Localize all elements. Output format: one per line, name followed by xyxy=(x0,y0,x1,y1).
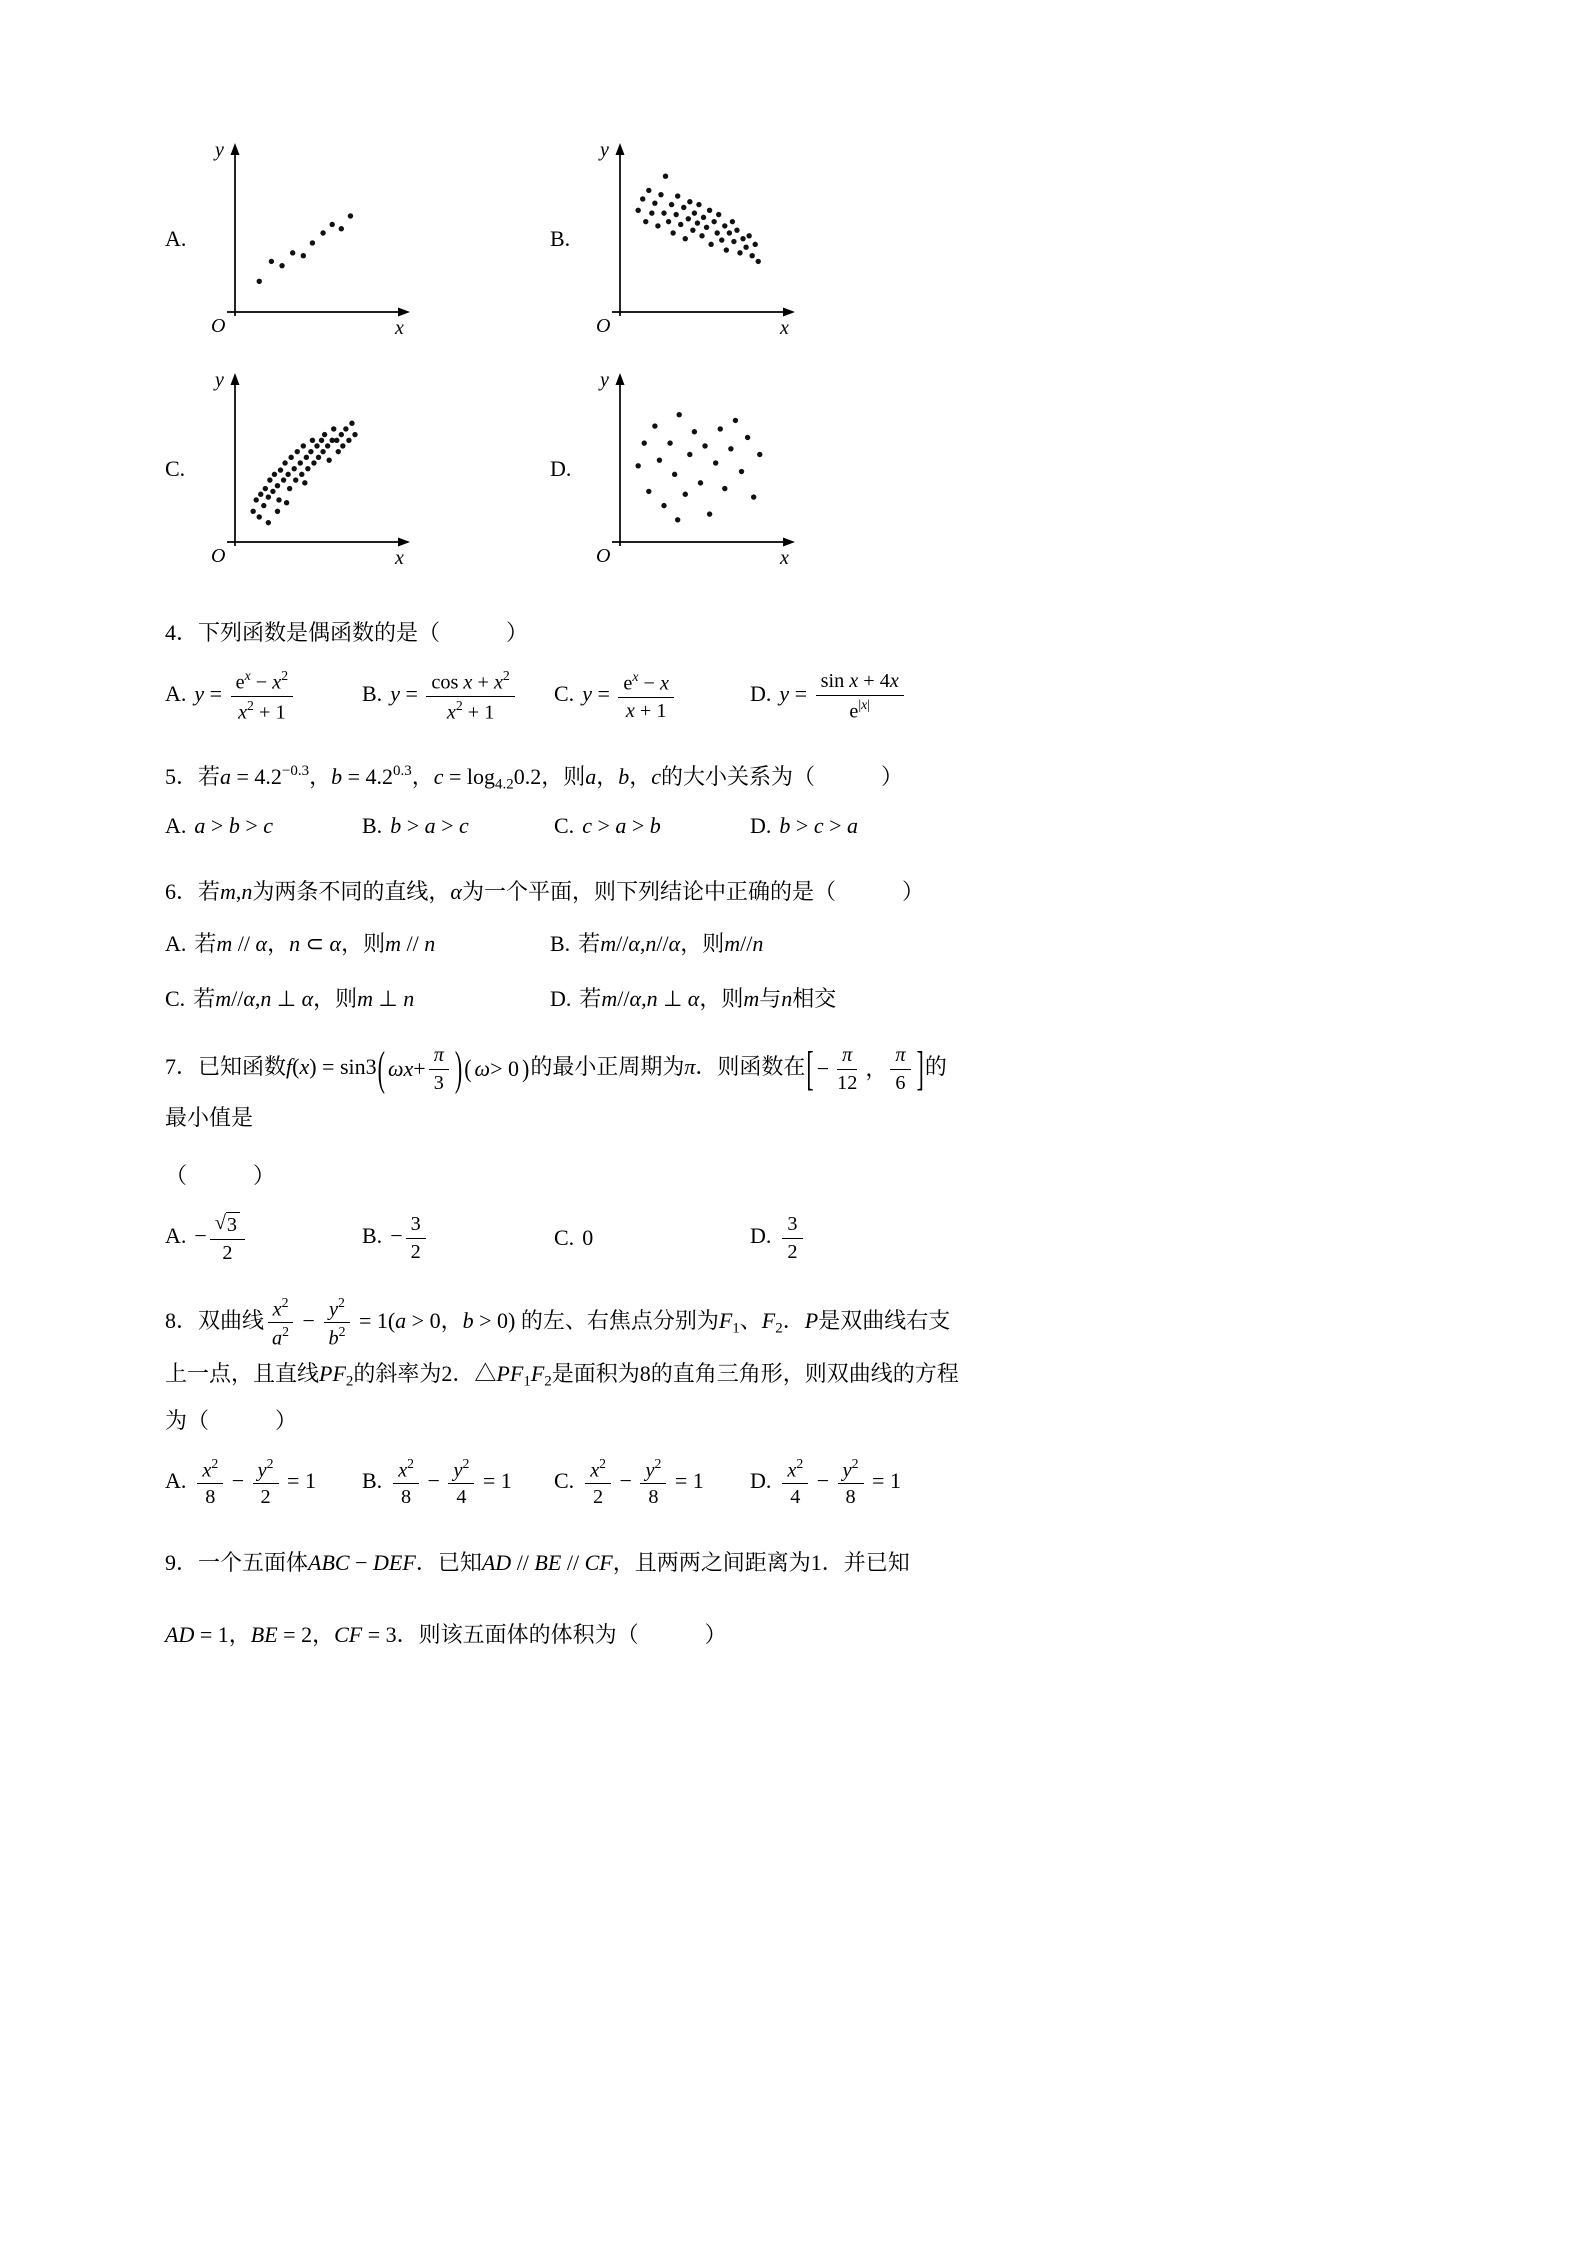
scatter-point xyxy=(722,486,727,491)
scatter-point xyxy=(687,452,692,457)
question-5-options xyxy=(165,813,960,839)
y-axis-label: y xyxy=(600,369,609,391)
scatter-point xyxy=(635,208,640,213)
scatter-point xyxy=(753,242,758,247)
scatter-point xyxy=(334,438,339,443)
scatter-point xyxy=(667,440,672,445)
y-axis-arrow-icon xyxy=(231,373,240,385)
scatter-point xyxy=(646,489,651,494)
scatter-plot-d-canvas xyxy=(590,368,796,570)
option-label: C. xyxy=(554,1225,575,1251)
x-axis-label: x xyxy=(780,317,789,339)
question-6-options xyxy=(165,927,960,1013)
question-4-option-c xyxy=(554,669,750,723)
question-4-option-b xyxy=(362,668,554,724)
option-label: A. xyxy=(165,813,187,839)
option-label: A. xyxy=(165,1223,187,1249)
y-axis-label: y xyxy=(600,139,609,161)
origin-label: O xyxy=(596,315,611,337)
question-4-stem: 4．下列函数是偶函数的是（ ） xyxy=(165,620,529,645)
scatter-point xyxy=(695,220,700,225)
scatter-point xyxy=(737,250,742,255)
scatter-point xyxy=(299,472,304,477)
question-7-option-c xyxy=(554,1225,750,1251)
option-formula: y = $\frac{e^x - x}{x + 1}$ xyxy=(582,681,677,706)
scatter-point xyxy=(301,443,306,448)
option-formula: 若m//α,n ⊥ α，则m ⊥ n xyxy=(193,986,415,1012)
scatter-point xyxy=(322,432,327,437)
scatter-plot-c-canvas xyxy=(205,368,411,570)
question-9-stem-line2: AD = 1，BE = 2，CF = 3．则该五面体的体积为（ ） xyxy=(165,1621,727,1647)
scatter-point xyxy=(718,426,723,431)
option-formula: $\frac{3}{2}$ xyxy=(779,1223,805,1248)
scatter-point xyxy=(701,215,706,220)
scatter-point xyxy=(305,466,310,471)
scatter-point xyxy=(733,418,738,423)
question-9 xyxy=(165,1540,960,1658)
option-label: C. xyxy=(165,986,186,1012)
scatter-point xyxy=(643,219,648,224)
scatter-point xyxy=(292,466,297,471)
scatter-point xyxy=(314,443,319,448)
scatter-point xyxy=(646,188,651,193)
question-8 xyxy=(165,1295,960,1510)
question-7-option-d xyxy=(750,1212,960,1264)
scatter-point xyxy=(677,412,682,417)
scatter-point xyxy=(298,460,303,465)
scatter-point xyxy=(266,494,271,499)
scatter-point xyxy=(635,463,640,468)
scatter-point xyxy=(339,226,344,231)
scatter-point xyxy=(263,486,268,491)
scatter-point xyxy=(640,196,645,201)
option-label: B. xyxy=(362,813,383,839)
scatter-point xyxy=(288,455,293,460)
scatter-point xyxy=(326,457,331,462)
option-formula: 若m//α,n ⊥ α，则m与n相交 xyxy=(579,986,837,1012)
scatter-point xyxy=(719,237,724,242)
scatter-point xyxy=(250,509,255,514)
question-8-option-b xyxy=(362,1456,554,1510)
option-label: D. xyxy=(750,681,772,707)
y-axis-arrow-icon xyxy=(616,373,625,385)
scatter-point xyxy=(698,480,703,485)
scatter-point xyxy=(325,443,330,448)
option-label: A. xyxy=(165,1467,187,1493)
scatter-point xyxy=(320,449,325,454)
scatter-point xyxy=(751,494,756,499)
option-label: C. xyxy=(554,1467,575,1493)
question-4 xyxy=(165,610,960,724)
question-8-stem: 8．双曲线 $\frac{x^2}{a^2}$ − $\frac{y^2}{b^2}$ = 1(a > 0，b > 0) 的左、右焦点分别为$F_1$、$F_2$．P是双曲线右支上一点，且直线$PF_2$的斜率为2．$\triangle PF_1F_2$是面积为8的直角三角形，则双曲线的方程为（ ） xyxy=(165,1294,959,1433)
option-formula: a > b > c xyxy=(194,813,273,839)
option-formula: $\frac{x^2}{2}$ − $\frac{y^2}{8}$ = 1 xyxy=(582,1468,704,1493)
scatter-point xyxy=(692,429,697,434)
option-formula: 0 xyxy=(582,1225,594,1251)
scatter-point xyxy=(743,245,748,250)
scatter-point xyxy=(316,455,321,460)
option-label: A. xyxy=(165,681,187,707)
question-5-stem: 5．若$a = 4.2^{-0.3}$，$b = 4.2^{0.3}$，$c = \log_{4.2}0.2$，则a，b，c的大小关系为（ ） xyxy=(165,763,904,793)
scatter-point xyxy=(352,432,357,437)
scatter-point xyxy=(346,438,351,443)
scatter-plot-b xyxy=(550,138,960,340)
scatter-point xyxy=(678,222,683,227)
option-label: D. xyxy=(750,1223,772,1249)
scatter-point xyxy=(278,467,283,472)
question-5-option-a xyxy=(165,813,362,839)
plot-d-label: D. xyxy=(550,456,572,481)
scatter-point xyxy=(655,223,660,228)
scatter-point xyxy=(302,480,307,485)
x-axis-arrow-icon xyxy=(783,538,795,547)
x-axis-arrow-icon xyxy=(783,308,795,317)
plot-c-label: C. xyxy=(165,456,186,481)
scatter-point xyxy=(683,236,688,241)
scatter-point xyxy=(254,497,259,502)
scatter-point xyxy=(686,216,691,221)
scatter-point xyxy=(675,517,680,522)
option-label: B. xyxy=(362,1467,383,1493)
option-formula: $\frac{x^2}{8}$ − $\frac{y^2}{2}$ = 1 xyxy=(194,1468,316,1493)
scatter-point xyxy=(308,449,313,454)
scatter-point xyxy=(269,259,274,264)
option-formula: $\frac{x^2}{4}$ − $\frac{y^2}{8}$ = 1 xyxy=(779,1468,901,1493)
option-formula: − √ 3 2 xyxy=(194,1223,248,1248)
scatter-point xyxy=(666,219,671,224)
scatter-point xyxy=(272,472,277,477)
origin-label: O xyxy=(596,545,611,567)
scatter-point xyxy=(257,279,262,284)
x-axis-arrow-icon xyxy=(398,308,410,317)
option-label: B. xyxy=(550,931,571,957)
scatter-point xyxy=(336,449,341,454)
question-8-option-d xyxy=(750,1456,960,1510)
scatter-point xyxy=(683,492,688,497)
y-axis-arrow-icon xyxy=(231,143,240,155)
question-8-option-c xyxy=(554,1456,750,1510)
scatter-point xyxy=(320,230,325,235)
scatter-point xyxy=(275,483,280,488)
scatter-point xyxy=(661,210,666,215)
scatter-point xyxy=(266,520,271,525)
question-7-option-b xyxy=(362,1212,554,1264)
scatter-plot-a xyxy=(165,138,550,340)
question-5-option-b xyxy=(362,813,554,839)
scatter-point xyxy=(740,236,745,241)
scatter-point xyxy=(649,210,654,215)
question-4-option-d xyxy=(750,669,960,723)
scatter-point xyxy=(672,472,677,477)
x-axis-label: x xyxy=(395,317,404,339)
scatter-point xyxy=(652,423,657,428)
scatter-point xyxy=(727,230,732,235)
scatter-point xyxy=(707,511,712,516)
scatter-point xyxy=(707,208,712,213)
scatter-point xyxy=(261,503,266,508)
question-7-options xyxy=(165,1211,960,1265)
scatter-point xyxy=(681,205,686,210)
scatter-point xyxy=(731,239,736,244)
question-5 xyxy=(165,754,960,839)
plot-a-label: A. xyxy=(165,226,187,251)
scatter-point xyxy=(293,477,298,482)
scatter-point xyxy=(746,233,751,238)
scatter-point xyxy=(281,477,286,482)
y-axis-arrow-icon xyxy=(616,143,625,155)
scatter-point xyxy=(692,210,697,215)
plot-b-label: B. xyxy=(550,226,571,251)
scatter-point xyxy=(699,233,704,238)
scatter-point xyxy=(275,509,280,514)
scatter-point xyxy=(279,263,284,268)
scatter-point xyxy=(702,443,707,448)
scatter-plots-section xyxy=(165,138,960,570)
scatter-point xyxy=(675,193,680,198)
x-axis-label: x xyxy=(780,547,789,569)
x-axis-arrow-icon xyxy=(398,538,410,547)
scatter-point xyxy=(282,460,287,465)
option-formula: b > c > a xyxy=(779,813,858,839)
scatter-point xyxy=(730,219,735,224)
scatter-point xyxy=(311,460,316,465)
option-label: D. xyxy=(750,1467,772,1493)
scatter-point xyxy=(724,247,729,252)
question-7-answer-blank: （ ） xyxy=(165,1163,276,1189)
question-6 xyxy=(165,869,960,1013)
scatter-point xyxy=(330,222,335,227)
scatter-point xyxy=(690,227,695,232)
scatter-point xyxy=(349,421,354,426)
question-9-stem: 9．一个五面体ABC − DEF．已知AD // BE // CF，且两两之间距离为1．并已知 xyxy=(165,1549,910,1575)
scatter-point xyxy=(745,435,750,440)
question-7 xyxy=(165,1040,960,1265)
scatter-point xyxy=(722,223,727,228)
scatter-point xyxy=(749,253,754,258)
scatter-point xyxy=(295,449,300,454)
scatter-point xyxy=(728,446,733,451)
scatter-point xyxy=(285,472,290,477)
scatter-point xyxy=(711,219,716,224)
question-8-option-a xyxy=(165,1456,362,1510)
scatter-point xyxy=(270,489,275,494)
scatter-plot-a-canvas xyxy=(205,138,411,340)
origin-label: O xyxy=(211,545,226,567)
question-5-option-d xyxy=(750,813,960,839)
scatter-point xyxy=(343,426,348,431)
question-4-option-a xyxy=(165,668,362,724)
scatter-point xyxy=(687,199,692,204)
scatter-point xyxy=(284,500,289,505)
option-label: C. xyxy=(554,813,575,839)
option-formula: − $\frac{3}{2}$ xyxy=(390,1223,429,1248)
option-label: B. xyxy=(362,681,383,707)
scatter-point xyxy=(713,460,718,465)
scatter-point xyxy=(319,438,324,443)
question-6-option-a xyxy=(165,927,550,958)
question-6-stem: 6．若m,n为两条不同的直线，α为一个平面，则下列结论中正确的是（ ） xyxy=(165,879,924,905)
option-formula: 若m // α，n ⊂ α，则m // n xyxy=(194,931,436,957)
scatter-point xyxy=(658,192,663,197)
scatter-point xyxy=(757,452,762,457)
option-label: A. xyxy=(165,931,187,957)
scatter-point xyxy=(348,213,353,218)
scatter-point xyxy=(704,225,709,230)
question-6-option-d xyxy=(550,982,960,1013)
option-formula: 若m//α,n//α，则m//n xyxy=(578,931,764,957)
scatter-point xyxy=(696,202,701,207)
scatter-point xyxy=(301,253,306,258)
scatter-point xyxy=(663,174,668,179)
question-4-options xyxy=(165,668,960,724)
scatter-point xyxy=(310,438,315,443)
scatter-point xyxy=(657,457,662,462)
scatter-point xyxy=(716,212,721,217)
option-formula: b > a > c xyxy=(390,813,469,839)
scatter-point xyxy=(340,443,345,448)
scatter-point xyxy=(708,242,713,247)
option-formula: c > a > b xyxy=(582,813,661,839)
question-8-options xyxy=(165,1456,960,1510)
scatter-point xyxy=(276,497,281,502)
scatter-point xyxy=(669,202,674,207)
option-label: C. xyxy=(554,681,575,707)
option-formula: $\frac{x^2}{8}$ − $\frac{y^2}{4}$ = 1 xyxy=(390,1468,512,1493)
scatter-point xyxy=(258,492,263,497)
scatter-point xyxy=(304,455,309,460)
option-label: B. xyxy=(362,1223,383,1249)
scatter-point xyxy=(673,212,678,217)
scatter-point xyxy=(642,440,647,445)
scatter-point xyxy=(267,477,272,482)
x-axis-label: x xyxy=(395,547,404,569)
option-formula: y = $\frac{\text{sin x + 4x}}{e^{|x|}}$ xyxy=(779,681,907,706)
origin-label: O xyxy=(211,315,226,337)
scatter-point xyxy=(287,486,292,491)
scatter-point xyxy=(715,230,720,235)
scatter-plot-c xyxy=(165,368,550,570)
question-7-stem: 7．已知函数f(x) = sin3 ( ω x + $\frac{\pi}{3}$ ) ( ω > 0 ) 的最小正周期为π．则函数在 [ − $\frac{\pi}{12}$ ， $\frac{\pi}{6}$ ] 的最小值是 xyxy=(165,1040,947,1130)
scatter-point xyxy=(331,426,336,431)
scatter-point xyxy=(661,503,666,508)
option-label: D. xyxy=(550,986,572,1012)
y-axis-label: y xyxy=(215,139,224,161)
question-7-option-a xyxy=(165,1211,362,1265)
option-formula: y = $\frac{e^x - x^2}{x^2 + 1}$ xyxy=(194,681,296,706)
scatter-point xyxy=(670,230,675,235)
scatter-point xyxy=(310,240,315,245)
scatter-point xyxy=(257,514,262,519)
scatter-point xyxy=(739,469,744,474)
scatter-plot-b-canvas xyxy=(590,138,796,340)
scatter-point xyxy=(290,250,295,255)
y-axis-label: y xyxy=(215,369,224,391)
exam-page xyxy=(0,0,960,1658)
scatter-plot-d xyxy=(550,368,960,570)
question-6-option-c xyxy=(165,982,550,1013)
question-6-option-b xyxy=(550,927,960,958)
option-formula: y = $\frac{\cos x + x^2}{x^2 + 1}$ xyxy=(390,681,518,706)
scatter-point xyxy=(756,259,761,264)
scatter-point xyxy=(652,200,657,205)
scatter-point xyxy=(734,227,739,232)
option-label: D. xyxy=(750,813,772,839)
scatter-point xyxy=(339,432,344,437)
question-5-option-c xyxy=(554,813,750,839)
